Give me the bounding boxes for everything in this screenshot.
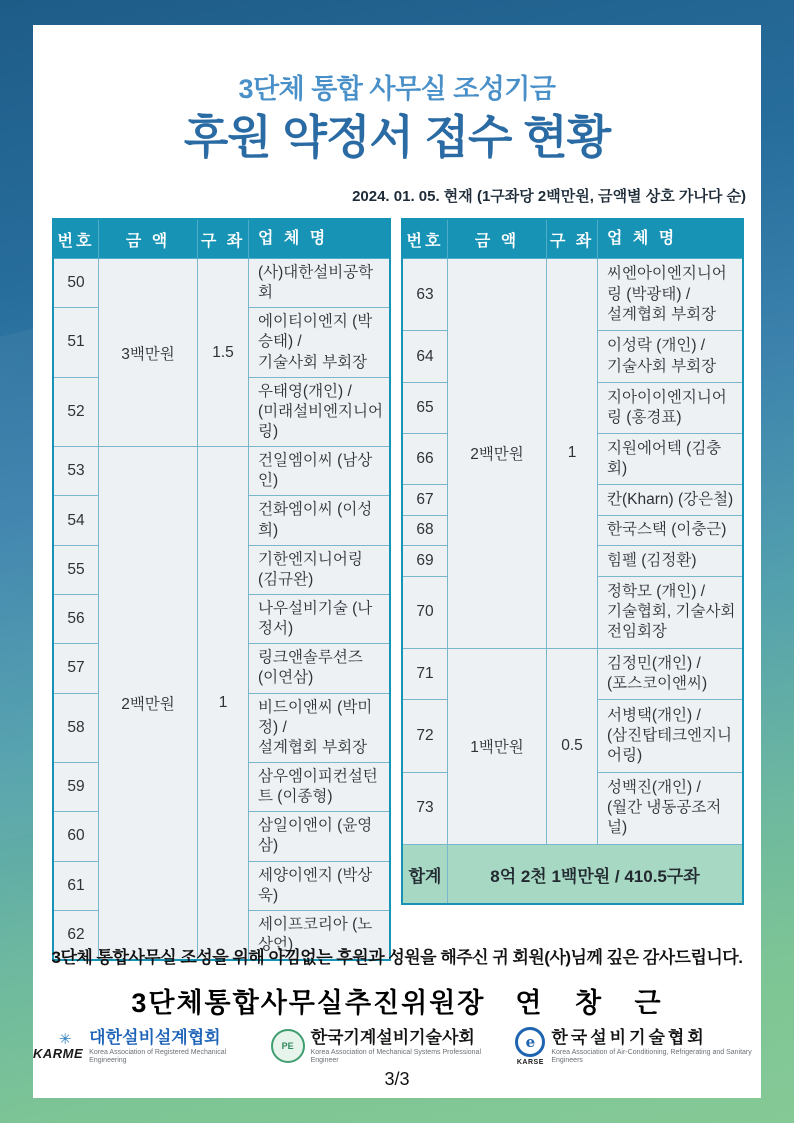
row-number-cell: 63 <box>402 259 448 331</box>
column-header: 금 액 <box>448 219 547 259</box>
chairman-line <box>33 981 761 1020</box>
amount-cell: 3백만원 <box>99 259 198 447</box>
kamspe-name-en: Korea Association of Mechanical Systems Professional Engineer <box>310 1048 481 1064</box>
column-header: 업 체 명 <box>598 219 744 259</box>
kamspe-name-kr: 한국기계설비기술사회 <box>310 1028 475 1048</box>
row-number-cell: 65 <box>402 382 448 433</box>
company-name-cell: 기한엔지니어링 (김규완) <box>249 545 391 594</box>
table-header <box>402 219 743 259</box>
karme-wordmark: KARME <box>33 1046 84 1062</box>
company-name-cell: 세양이엔지 (박상욱) <box>249 861 391 910</box>
pledge-tables <box>52 218 744 961</box>
karse-e-icon: e <box>515 1027 545 1057</box>
row-number-cell: 66 <box>402 434 448 485</box>
company-name-cell: 세이프코리아 (노상언) <box>249 910 391 960</box>
row-number-cell: 72 <box>402 700 448 772</box>
column-header: 업 체 명 <box>249 219 391 259</box>
row-number-cell: 54 <box>53 496 99 545</box>
row-number-cell: 73 <box>402 772 448 844</box>
karme-logo-icon <box>33 1032 83 1060</box>
company-name-cell: 삼우엠이피컨설턴트 (이종형) <box>249 762 391 811</box>
table-body-right <box>402 259 743 905</box>
column-header: 번호 <box>402 219 448 259</box>
company-name-cell: 링크앤솔루션즈 (이연삼) <box>249 644 391 693</box>
document-subtitle: 3단체 통합 사무실 조성기금 <box>238 74 556 104</box>
page-number: 3/3 <box>384 1069 410 1089</box>
company-name-cell: 우태영(개인) / (미래설비엔지니어링) <box>249 377 391 446</box>
karme-logo-text <box>89 1028 244 1065</box>
row-number-cell: 50 <box>53 259 99 308</box>
table-row <box>402 259 743 331</box>
row-number-cell: 69 <box>402 546 448 576</box>
pe-seal-icon: PE <box>271 1029 305 1063</box>
column-header: 구 좌 <box>198 219 249 259</box>
company-name-cell: 성백진(개인) / (월간 냉동공조저널) <box>598 772 744 844</box>
karse-name-kr: 한국설비기술협회 <box>551 1028 707 1048</box>
kamspe-logo-text <box>311 1028 490 1065</box>
total-label-cell: 합계 <box>402 845 448 905</box>
accounts-cell: 1 <box>547 259 598 649</box>
company-name-cell: 정학모 (개인) / 기술협회, 기술사회 전임회장 <box>598 576 744 648</box>
row-number-cell: 58 <box>53 693 99 762</box>
row-number-cell: 52 <box>53 377 99 446</box>
company-name-cell: 힘펠 (김정환) <box>598 546 744 576</box>
amount-cell: 2백만원 <box>448 259 547 649</box>
row-number-cell: 64 <box>402 331 448 382</box>
column-header: 번호 <box>53 219 99 259</box>
column-header: 금 액 <box>99 219 198 259</box>
company-name-cell: 나우설비기술 (나정서) <box>249 594 391 643</box>
association-logos <box>33 1027 761 1066</box>
date-note: 2024. 01. 05. 현재 (1구좌당 2백만원, 금액별 상호 가나다 순) <box>352 188 746 205</box>
pledge-table-left <box>52 218 391 961</box>
row-number-cell: 53 <box>53 447 99 496</box>
row-number-cell: 71 <box>402 648 448 699</box>
accounts-cell: 1 <box>198 447 249 960</box>
karse-name-en: Korea Association of Air-Conditioning, Refrigerating and Sanitary Engineers <box>551 1048 752 1064</box>
table-body-left <box>53 259 390 961</box>
amount-cell: 2백만원 <box>99 447 198 960</box>
karse-logo-icon <box>515 1027 545 1066</box>
table-row <box>53 259 390 308</box>
total-value-cell: 8억 2천 1백만원 / 410.5구좌 <box>448 845 744 905</box>
logo-karse <box>515 1027 761 1066</box>
company-name-cell: 삼일이앤이 (윤영삼) <box>249 812 391 861</box>
karse-wordmark: KARSE <box>516 1059 544 1066</box>
row-number-cell: 62 <box>53 910 99 960</box>
company-name-cell: 지아이이엔지니어링 (홍경표) <box>598 382 744 433</box>
company-name-cell: 칸(Kharn) (강은철) <box>598 485 744 515</box>
chairman-name: 연 창 근 <box>515 988 663 1018</box>
row-number-cell: 56 <box>53 594 99 643</box>
row-number-cell: 68 <box>402 515 448 545</box>
row-number-cell: 51 <box>53 308 99 377</box>
column-header: 구 좌 <box>547 219 598 259</box>
row-number-cell: 59 <box>53 762 99 811</box>
amount-cell: 1백만원 <box>448 648 547 844</box>
company-name-cell: 에이티이엔지 (박승태) / 기술사회 부회장 <box>249 308 391 377</box>
karme-name-kr: 대한설비설계협회 <box>89 1028 221 1048</box>
row-number-cell: 57 <box>53 644 99 693</box>
thanks-message: 3단체 통합사무실 조성을 위해 아낌없는 후원과 성원을 해주신 귀 회원(사)님께 깊은 감사드립니다. <box>51 948 743 967</box>
page-title: 후원 약정서 접수 현황 <box>183 111 611 163</box>
karme-name-en: Korea Association of Registered Mechanical Engineering <box>89 1048 227 1064</box>
company-name-cell: 이성락 (개인) / 기술사회 부회장 <box>598 331 744 382</box>
accounts-cell: 1.5 <box>198 259 249 447</box>
row-number-cell: 60 <box>53 812 99 861</box>
row-number-cell: 61 <box>53 861 99 910</box>
company-name-cell: 비드이앤씨 (박미정) / 설계협회 부회장 <box>249 693 391 762</box>
table-row <box>402 648 743 699</box>
company-name-cell: 김정민(개인) / (포스코이앤씨) <box>598 648 744 699</box>
logo-karme <box>33 1028 245 1065</box>
accounts-cell: 0.5 <box>547 648 598 844</box>
pe-logo-icon <box>271 1029 305 1063</box>
karse-logo-text <box>551 1028 761 1065</box>
table-header <box>53 219 390 259</box>
company-name-cell: 서병택(개인) / (삼진탑테크엔지니어링) <box>598 700 744 772</box>
row-number-cell: 55 <box>53 545 99 594</box>
company-name-cell: 건일엠이씨 (남상인) <box>249 447 391 496</box>
company-name-cell: 건화엠이씨 (이성희) <box>249 496 391 545</box>
row-number-cell: 70 <box>402 576 448 648</box>
company-name-cell: 한국스택 (이충근) <box>598 515 744 545</box>
chairman-title: 3단체통합사무실추진위원장 <box>131 988 486 1018</box>
logo-kamspe <box>271 1028 490 1065</box>
total-row <box>402 845 743 905</box>
company-name-cell: 지원에어텍 (김충회) <box>598 434 744 485</box>
company-name-cell: 씨엔아이엔지니어링 (박광태) / 설계협회 부회장 <box>598 259 744 331</box>
row-number-cell: 67 <box>402 485 448 515</box>
table-row <box>53 447 390 496</box>
document-page <box>33 25 761 1098</box>
company-name-cell: (사)대한설비공학회 <box>249 259 391 308</box>
karme-spark-icon: ✳ <box>58 1031 72 1049</box>
pledge-table-right <box>401 218 744 905</box>
